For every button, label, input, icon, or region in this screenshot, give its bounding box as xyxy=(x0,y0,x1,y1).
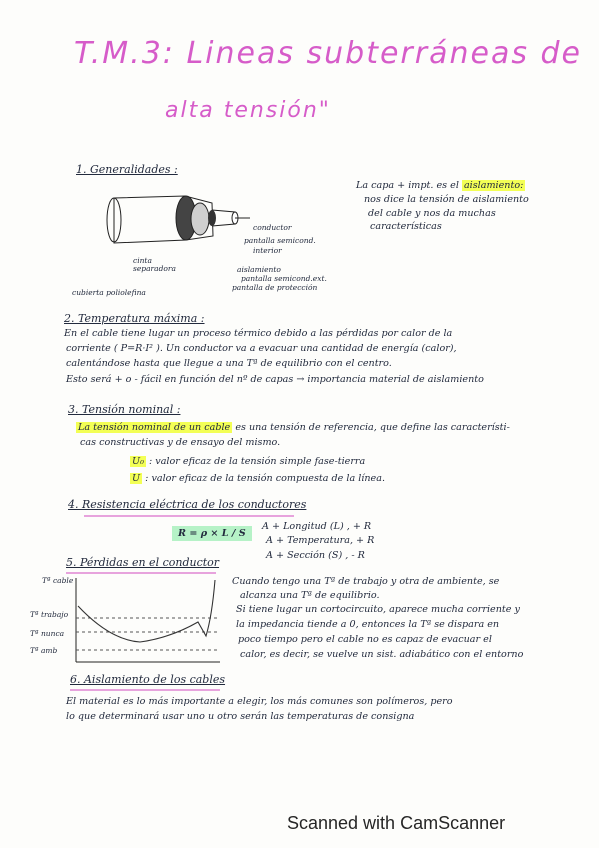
rule-line: A + Temperatura, + R xyxy=(266,535,375,546)
label-conductor: conductor xyxy=(253,223,292,232)
label-proteccion: pantalla de protección xyxy=(232,283,318,292)
divider xyxy=(66,572,216,574)
page-title-line2: alta tensión" xyxy=(165,98,331,123)
heading-tension-nominal: 3. Tensión nominal : xyxy=(68,403,181,416)
note-aislamiento xyxy=(356,180,525,191)
paragraph-line: corriente ( P=R·I² ). Un conductor va a evacuar una cantidad de energía (calor), xyxy=(66,343,457,354)
rule-line: A + Sección (S) , - R xyxy=(266,550,365,561)
paragraph-rest: es una tensión de referencia, que define las característi- xyxy=(235,422,510,433)
heading-temperatura: 2. Temperatura máxima : xyxy=(64,312,205,325)
paragraph-line: Cuando tengo una Tª de trabajo y otra de ambiente, se xyxy=(232,576,500,587)
paragraph-line: poco tiempo pero el cable no es capaz de evacuar el xyxy=(238,634,492,645)
label-aislamiento: aislamiento xyxy=(237,265,281,274)
formula-resistencia: R = ρ × L / S xyxy=(172,526,252,541)
paragraph-line: El material es lo más importante a elegir, los más comunes son polímeros, pero xyxy=(66,696,453,707)
u0-definition xyxy=(130,456,365,467)
note-line: nos dice la tensión de aislamiento xyxy=(364,194,529,205)
paragraph-line: En el cable tiene lugar un proceso térmico debido a las pérdidas por calor de la xyxy=(64,328,453,339)
axis-label-tcable: Tª cable xyxy=(42,576,74,585)
divider xyxy=(84,515,294,517)
rule-line: A + Longitud (L) , + R xyxy=(262,521,372,532)
heading-perdidas: 5. Pérdidas en el conductor xyxy=(66,556,220,569)
paragraph-line: Esto será + o - fácil en función del nº de capas → importancia material de aislamiento xyxy=(66,374,484,385)
paragraph-line: calor, es decir, se vuelve un sist. adiabático con el entorno xyxy=(240,649,524,660)
paragraph-line: Si tiene lugar un cortocircuito, aparece mucha corriente y xyxy=(236,604,520,615)
page-title: T.M.3: Lineas subterráneas de xyxy=(74,36,582,71)
label-pantalla-interior: pantalla semicond. xyxy=(244,236,316,245)
label-cinta: cinta xyxy=(133,256,152,265)
u0-text: : valor eficaz de la tensión simple fase-tierra xyxy=(149,456,366,467)
label-cubierta: cubierta poliolefina xyxy=(72,288,146,297)
cable-diagram xyxy=(100,188,260,268)
axis-label-tnunca: Tª nunca xyxy=(30,629,65,638)
label-pantalla-interior-2: interior xyxy=(253,246,282,255)
scanner-watermark: Scanned with CamScanner xyxy=(287,813,506,833)
axis-label-ttrabajo: Tª trabajo xyxy=(30,610,69,619)
paragraph-line: lo que determinará usar uno u otro serán las temperaturas de consigna xyxy=(66,711,415,722)
paragraph-line: cas constructivas y de ensayo del mismo. xyxy=(80,437,281,448)
paragraph-line: calentándose hasta que llegue a una Tª de equilibrio con el centro. xyxy=(66,358,392,369)
u0-label: U₀ xyxy=(132,456,144,467)
note-line: características xyxy=(370,221,442,232)
u-definition xyxy=(130,473,385,484)
heading-aislamiento: 6. Aislamiento de los cables xyxy=(70,673,226,686)
u-text: : valor eficaz de la tensión compuesta de la línea. xyxy=(145,473,386,484)
label-pantalla-ext: pantalla semicond.ext. xyxy=(241,274,327,283)
divider xyxy=(70,689,220,691)
temperature-sketch xyxy=(70,576,230,668)
paragraph-line: la impedancia tiende a 0, entonces la Tª se dispara en xyxy=(236,619,500,630)
axis-label-tamb: Tª amb xyxy=(30,646,58,655)
heading-generalidades: 1. Generalidades : xyxy=(76,163,178,176)
paragraph-line: alcanza una Tª de equilibrio. xyxy=(240,590,380,601)
note-line: del cable y nos da muchas xyxy=(368,208,496,219)
label-separadora: separadora xyxy=(133,264,176,273)
highlight-tension: La tensión nominal de un cable xyxy=(78,422,231,433)
paragraph-line xyxy=(76,422,510,433)
u-label: U xyxy=(132,473,141,484)
note-prefix: La capa + impt. es el xyxy=(356,180,459,191)
note-highlight: aislamiento: xyxy=(463,180,524,191)
heading-resistencia: 4. Resistencia eléctrica de los conductores xyxy=(68,498,307,511)
